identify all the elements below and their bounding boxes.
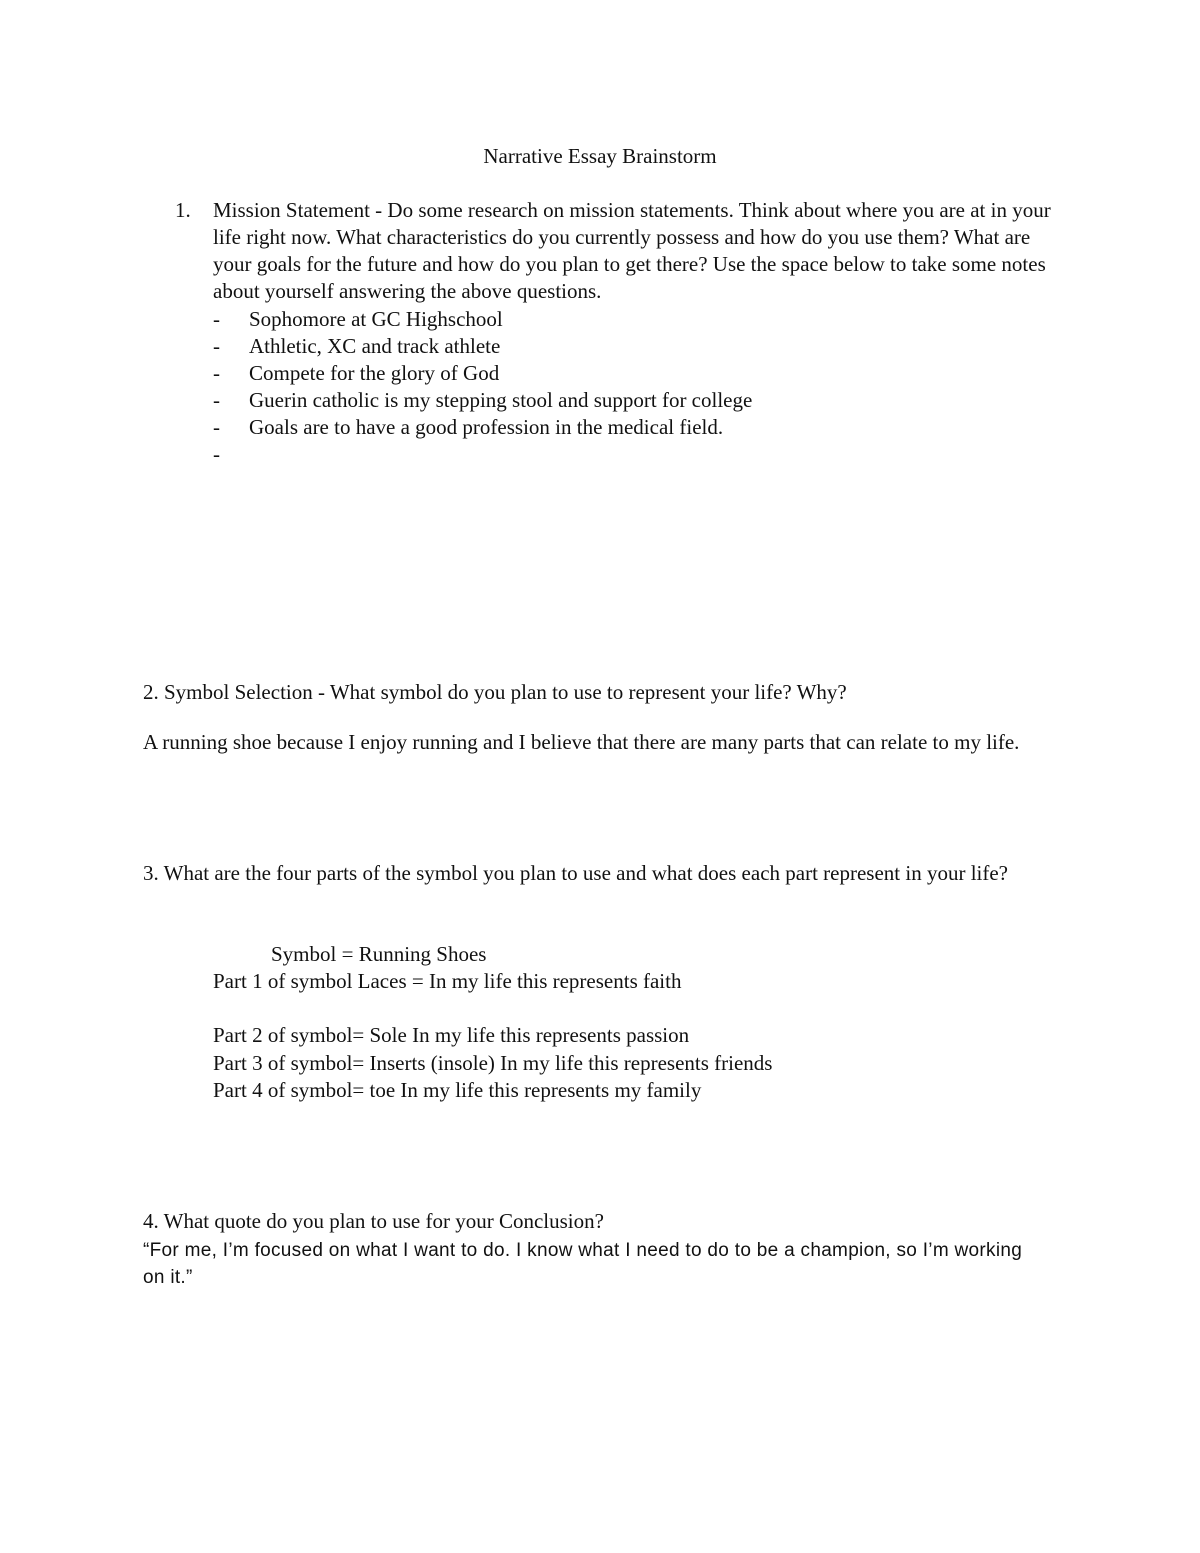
note-text: Athletic, XC and track athlete (249, 334, 501, 358)
bullet-dash: - (213, 361, 220, 385)
note-text: Guerin catholic is my stepping stool and support for college (249, 388, 753, 412)
list-item (213, 387, 1033, 414)
mission-notes-list (213, 306, 1033, 468)
note-text: Compete for the glory of God (249, 361, 500, 385)
bullet-dash: - (213, 388, 220, 412)
bullet-dash: - (213, 442, 220, 466)
bullet-dash: - (213, 334, 220, 358)
question-2-prompt: 2. Symbol Selection - What symbol do you plan to use to represent your life? Why? (143, 680, 847, 704)
question-3-prompt: 3. What are the four parts of the symbol you plan to use and what does each part represent in your life? (143, 861, 1008, 885)
symbol-part-3: Part 3 of symbol= Inserts (insole) In my life this represents friends (213, 1051, 773, 1075)
list-item (213, 414, 1033, 441)
conclusion-quote: “For me, I’m focused on what I want to do. I know what I need to do to be a champion, so I’m working on it.” (143, 1240, 1023, 1288)
note-text: Sophomore at GC Highschool (249, 307, 503, 331)
document-title: Narrative Essay Brainstorm (483, 144, 717, 168)
question-1-prompt: Mission Statement - Do some research on mission statements. Think about where you are at in your life right now. What characteristics do you currently possess and how do you use them? What are your goals for the future and how do you plan to get there? Use the space below to take some notes about yourself answering the above questions. (213, 198, 1051, 303)
list-item (213, 441, 1033, 468)
question-1 (175, 197, 1055, 305)
symbol-part-2: Part 2 of symbol= Sole In my life this represents passion (213, 1023, 690, 1047)
question-2-answer: A running shoe because I enjoy running and I believe that there are many parts that can relate to my life. (143, 730, 1020, 754)
list-item (213, 333, 1033, 360)
note-text: Goals are to have a good profession in the medical field. (249, 415, 724, 439)
list-item (213, 360, 1033, 387)
list-item (213, 306, 1033, 333)
bullet-dash: - (213, 415, 220, 439)
bullet-dash: - (213, 307, 220, 331)
symbol-part-1: Part 1 of symbol Laces = In my life this represents faith (213, 969, 682, 993)
symbol-part-4: Part 4 of symbol= toe In my life this represents my family (213, 1078, 702, 1102)
question-4-prompt: 4. What quote do you plan to use for your Conclusion? (143, 1209, 604, 1233)
symbol-line: Symbol = Running Shoes (271, 942, 487, 966)
question-1-number: 1. (175, 198, 191, 222)
